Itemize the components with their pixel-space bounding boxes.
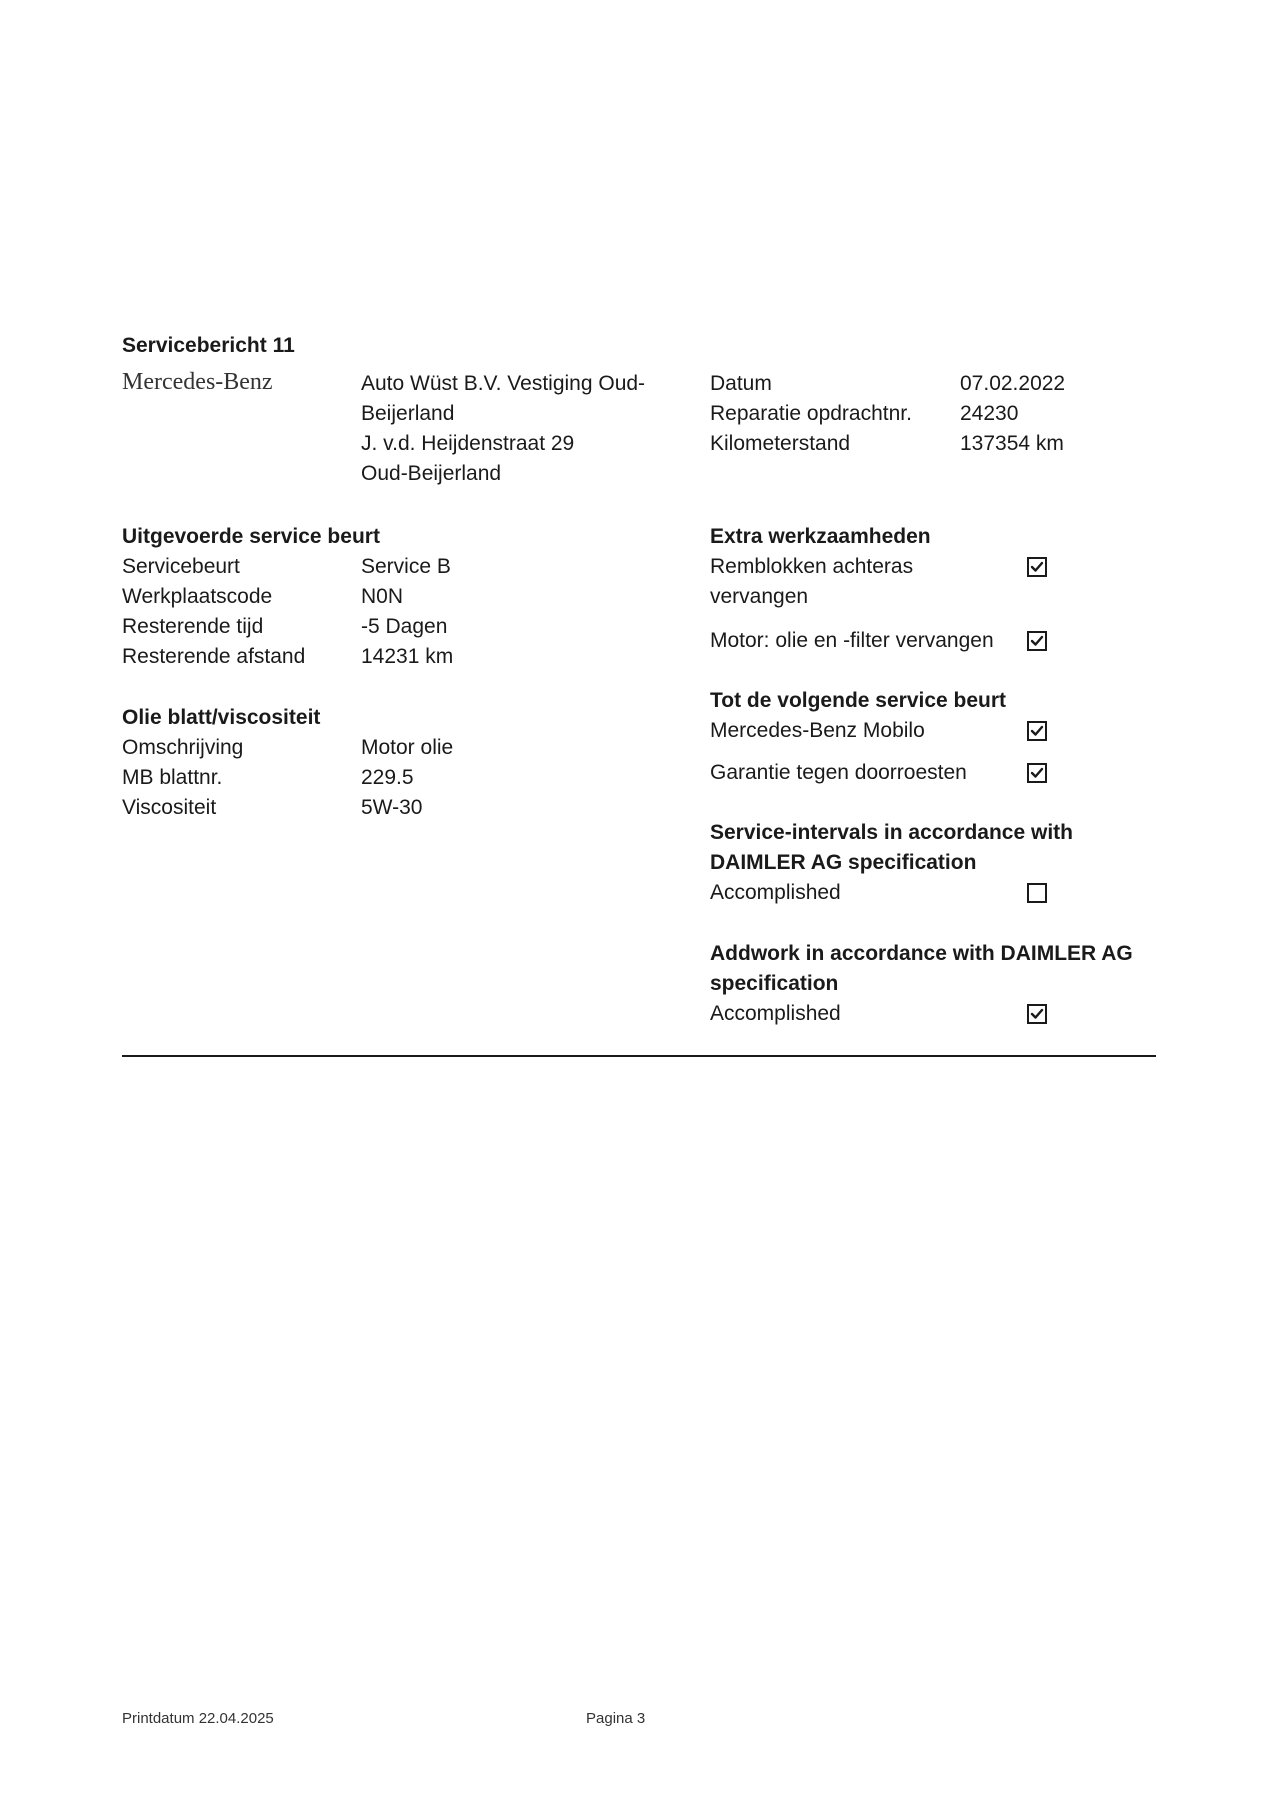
row-value: 5W-30 (361, 796, 423, 819)
checkmark-icon (1030, 724, 1044, 738)
section-heading: Extra werkzaamheden (710, 525, 931, 548)
service-row (122, 552, 453, 582)
service-section (122, 522, 453, 672)
dealer-line: J. v.d. Heijdenstraat 29 (361, 432, 575, 455)
dealer-line: Auto Wüst B.V. Vestiging Oud- (361, 372, 646, 395)
section-heading: Olie blatt/viscositeit (122, 706, 321, 729)
row-label: MB blattnr. (122, 766, 223, 789)
next-item-label: Mercedes-Benz Mobilo (710, 719, 925, 742)
row-value: -5 Dagen (361, 615, 448, 638)
row-value: Motor olie (361, 736, 454, 759)
section-heading (710, 939, 1133, 999)
oil-row (122, 733, 453, 763)
dealer-address (361, 369, 701, 489)
checkbox-checked[interactable] (1027, 557, 1047, 577)
row-value: N0N (361, 585, 404, 608)
dealer-line: Beijerland (361, 402, 455, 425)
extra-item-line: Remblokken achteras (710, 555, 914, 578)
meta-row (710, 429, 1065, 459)
dealer-line: Oud-Beijerland (361, 462, 502, 485)
meta-label: Kilometerstand (710, 432, 851, 455)
meta-value: 137354 km (960, 432, 1064, 455)
meta-label: Reparatie opdrachtnr. (710, 402, 912, 425)
footer-printdate: Printdatum 22.04.2025 (122, 1710, 274, 1727)
row-value: 14231 km (361, 645, 454, 668)
checkmark-icon (1030, 560, 1044, 574)
footer-page-number: Pagina 3 (586, 1710, 646, 1727)
checkbox-checked[interactable] (1027, 631, 1047, 651)
extra-item-label: Motor: olie en -filter vervangen (710, 629, 994, 652)
page-title: Servicebericht 11 (122, 334, 295, 357)
row-value: Service B (361, 555, 451, 578)
heading-line: Service-intervals in accordance with (710, 821, 1073, 844)
section-heading: Uitgevoerde service beurt (122, 525, 380, 548)
row-label: Omschrijving (122, 736, 244, 759)
meta-block (710, 369, 1065, 459)
heading-line: Addwork in accordance with DAIMLER AG (710, 942, 1133, 965)
row-value: 229.5 (361, 766, 414, 789)
row-label: Resterende afstand (122, 645, 306, 668)
checkbox-checked[interactable] (1027, 721, 1047, 741)
meta-value: 24230 (960, 402, 1019, 425)
row-label: Werkplaatscode (122, 585, 273, 608)
row-label: Resterende tijd (122, 615, 264, 638)
meta-value: 07.02.2022 (960, 372, 1066, 395)
oil-row (122, 793, 453, 823)
divider (122, 1055, 1156, 1057)
section-heading (710, 818, 1073, 878)
heading-line: DAIMLER AG specification (710, 851, 977, 874)
checkmark-icon (1030, 634, 1044, 648)
service-row (122, 582, 453, 612)
service-row (122, 612, 453, 642)
checkbox-checked[interactable] (1027, 763, 1047, 783)
oil-section (122, 703, 453, 823)
checkmark-icon (1030, 766, 1044, 780)
next-item-label: Garantie tegen doorroesten (710, 761, 967, 784)
meta-label: Datum (710, 372, 772, 395)
checkmark-icon (1030, 1007, 1044, 1021)
addwork-item-label: Accomplished (710, 1002, 841, 1025)
section-heading: Tot de volgende service beurt (710, 689, 1007, 712)
checkbox-checked[interactable] (1027, 1004, 1047, 1024)
extra-item-line: vervangen (710, 585, 809, 608)
oil-row (122, 763, 453, 793)
heading-line: specification (710, 972, 839, 995)
row-label: Viscositeit (122, 796, 217, 819)
meta-row (710, 399, 1065, 429)
brand-logo: Mercedes-Benz (122, 369, 273, 395)
intervals-item-label: Accomplished (710, 881, 841, 904)
service-row (122, 642, 453, 672)
meta-row (710, 369, 1065, 399)
row-label: Servicebeurt (122, 555, 240, 578)
checkbox-unchecked[interactable] (1027, 883, 1047, 903)
extra-item-label (710, 552, 913, 612)
